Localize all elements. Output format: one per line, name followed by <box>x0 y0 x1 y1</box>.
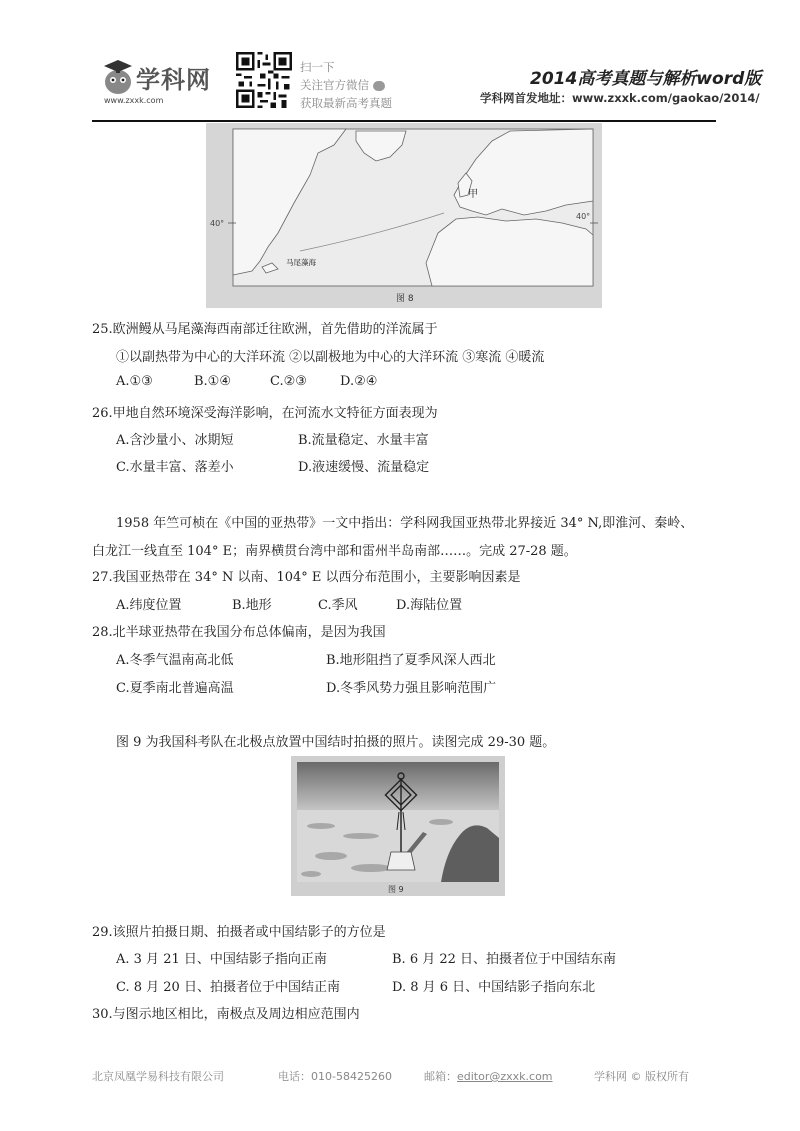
question-29-option-b: B. 6 月 22 日、拍摄者位于中国结东南 <box>392 952 617 967</box>
question-28-option-a: A.冬季气温南高北低 <box>116 653 234 668</box>
logo-text: 学科网 <box>136 66 211 94</box>
question-26-option-a: A.含沙量小、冰期短 <box>116 433 234 448</box>
footer-email-link[interactable]: editor@zxxk.com <box>457 1070 553 1083</box>
question-27-option-b: B.地形 <box>232 598 272 613</box>
question-27-option-d: D.海陆位置 <box>396 598 463 613</box>
logo-mascot-icon <box>100 58 136 98</box>
question-28-option-b: B.地形阻挡了夏季风深人西北 <box>326 653 496 668</box>
question-25-option-c: C.②③ <box>270 374 307 389</box>
qr-line-3: 获取最新高考真题 <box>300 96 392 110</box>
figure-9-caption: 图 9 <box>388 885 404 894</box>
qr-line-1: 扫一下 <box>300 60 335 74</box>
label-sargasso-sea: 马尾藻海 <box>286 258 316 267</box>
passage-1-line-2: 白龙江一线直至 104° E；南界横贯台湾中部和雷州半岛南部……。完成 27-28 题。 <box>92 544 577 559</box>
footer-phone: 电话：010-58425260 <box>278 1070 392 1083</box>
footer-copyright: 学科网 © 版权所有 <box>594 1070 689 1083</box>
wechat-icon <box>373 81 385 91</box>
question-28-option-d: D.冬季风势力强且影响范围广 <box>326 681 497 696</box>
logo-url: www.zxxk.com <box>104 96 164 105</box>
header-title: 2014高考真题与解析word版 <box>530 69 762 89</box>
latitude-label-left: 40° <box>210 219 225 228</box>
question-26-stem: 26.甲地自然环境深受海洋影响，在河流水文特征方面表现为 <box>92 406 438 421</box>
label-jia: 甲 <box>468 189 478 200</box>
footer-email <box>424 1068 553 1084</box>
figure-8-map <box>206 123 602 308</box>
landmass-africa <box>426 217 593 286</box>
question-25-stem: 25.欧洲鳗从马尾藻海西南部迁往欧洲，首先借助的洋流属于 <box>92 322 438 337</box>
question-27-stem: 27.我国亚热带在 34° N 以南、104° E 以西分布范围小，主要影响因素是 <box>92 570 521 585</box>
header-divider <box>92 120 716 122</box>
figure-8-caption: 图 8 <box>396 294 414 304</box>
question-25-option-b: B.①④ <box>194 374 231 389</box>
figure-9-photo <box>291 756 505 896</box>
footer-email-label: 邮箱： <box>424 1070 457 1083</box>
qr-code-icon[interactable] <box>236 52 292 108</box>
qr-line-2: 关注官方微信 <box>300 76 392 94</box>
question-27-option-a: A.纬度位置 <box>116 598 182 613</box>
question-25-option-a: A.①③ <box>116 374 153 389</box>
question-28-option-c: C.夏季南北普遍高温 <box>116 681 234 696</box>
passage-2-line-1: 图 9 为我国科考队在北极点放置中国结时拍摄的照片。读图完成 29-30 题。 <box>116 735 556 750</box>
qr-caption <box>300 58 392 112</box>
header-subtitle[interactable]: 学科网首发地址：www.zxxk.com/gaokao/2014/ <box>480 91 760 105</box>
question-29-option-c: C. 8 月 20 日、拍摄者位于中国结正南 <box>116 980 340 995</box>
question-26-option-d: D.液速缓慢、流量稳定 <box>298 460 430 475</box>
question-29-stem: 29.该照片拍摄日期、拍摄者或中国结影子的方位是 <box>92 925 386 940</box>
question-30-stem: 30.与图示地区相比，南极点及周边相应范围内 <box>92 1007 360 1022</box>
question-29-option-a: A. 3 月 21 日、中国结影子指向正南 <box>116 952 327 967</box>
question-25-option-d: D.②④ <box>340 374 378 389</box>
question-28-stem: 28.北半球亚热带在我国分布总体偏南，是因为我国 <box>92 625 386 640</box>
question-27-option-c: C.季风 <box>318 598 358 613</box>
question-26-option-c: C.水量丰富、落差小 <box>116 460 234 475</box>
question-25-items: ①以副热带为中心的大洋环流 ②以副极地为中心的大洋环流 ③寒流 ④暖流 <box>116 350 545 365</box>
question-29-option-d: D. 8 月 6 日、中国结影子指向东北 <box>392 980 596 995</box>
question-26-option-b: B.流量稳定、水量丰富 <box>298 433 429 448</box>
passage-1-line-1: 1958 年竺可桢在《中国的亚热带》一文中指出：学科网我国亚热带北界接近 34° N,即淮河、秦岭、 <box>116 516 694 531</box>
footer-company: 北京凤凰学易科技有限公司 <box>92 1070 224 1083</box>
latitude-label-right: 40° <box>576 212 591 221</box>
